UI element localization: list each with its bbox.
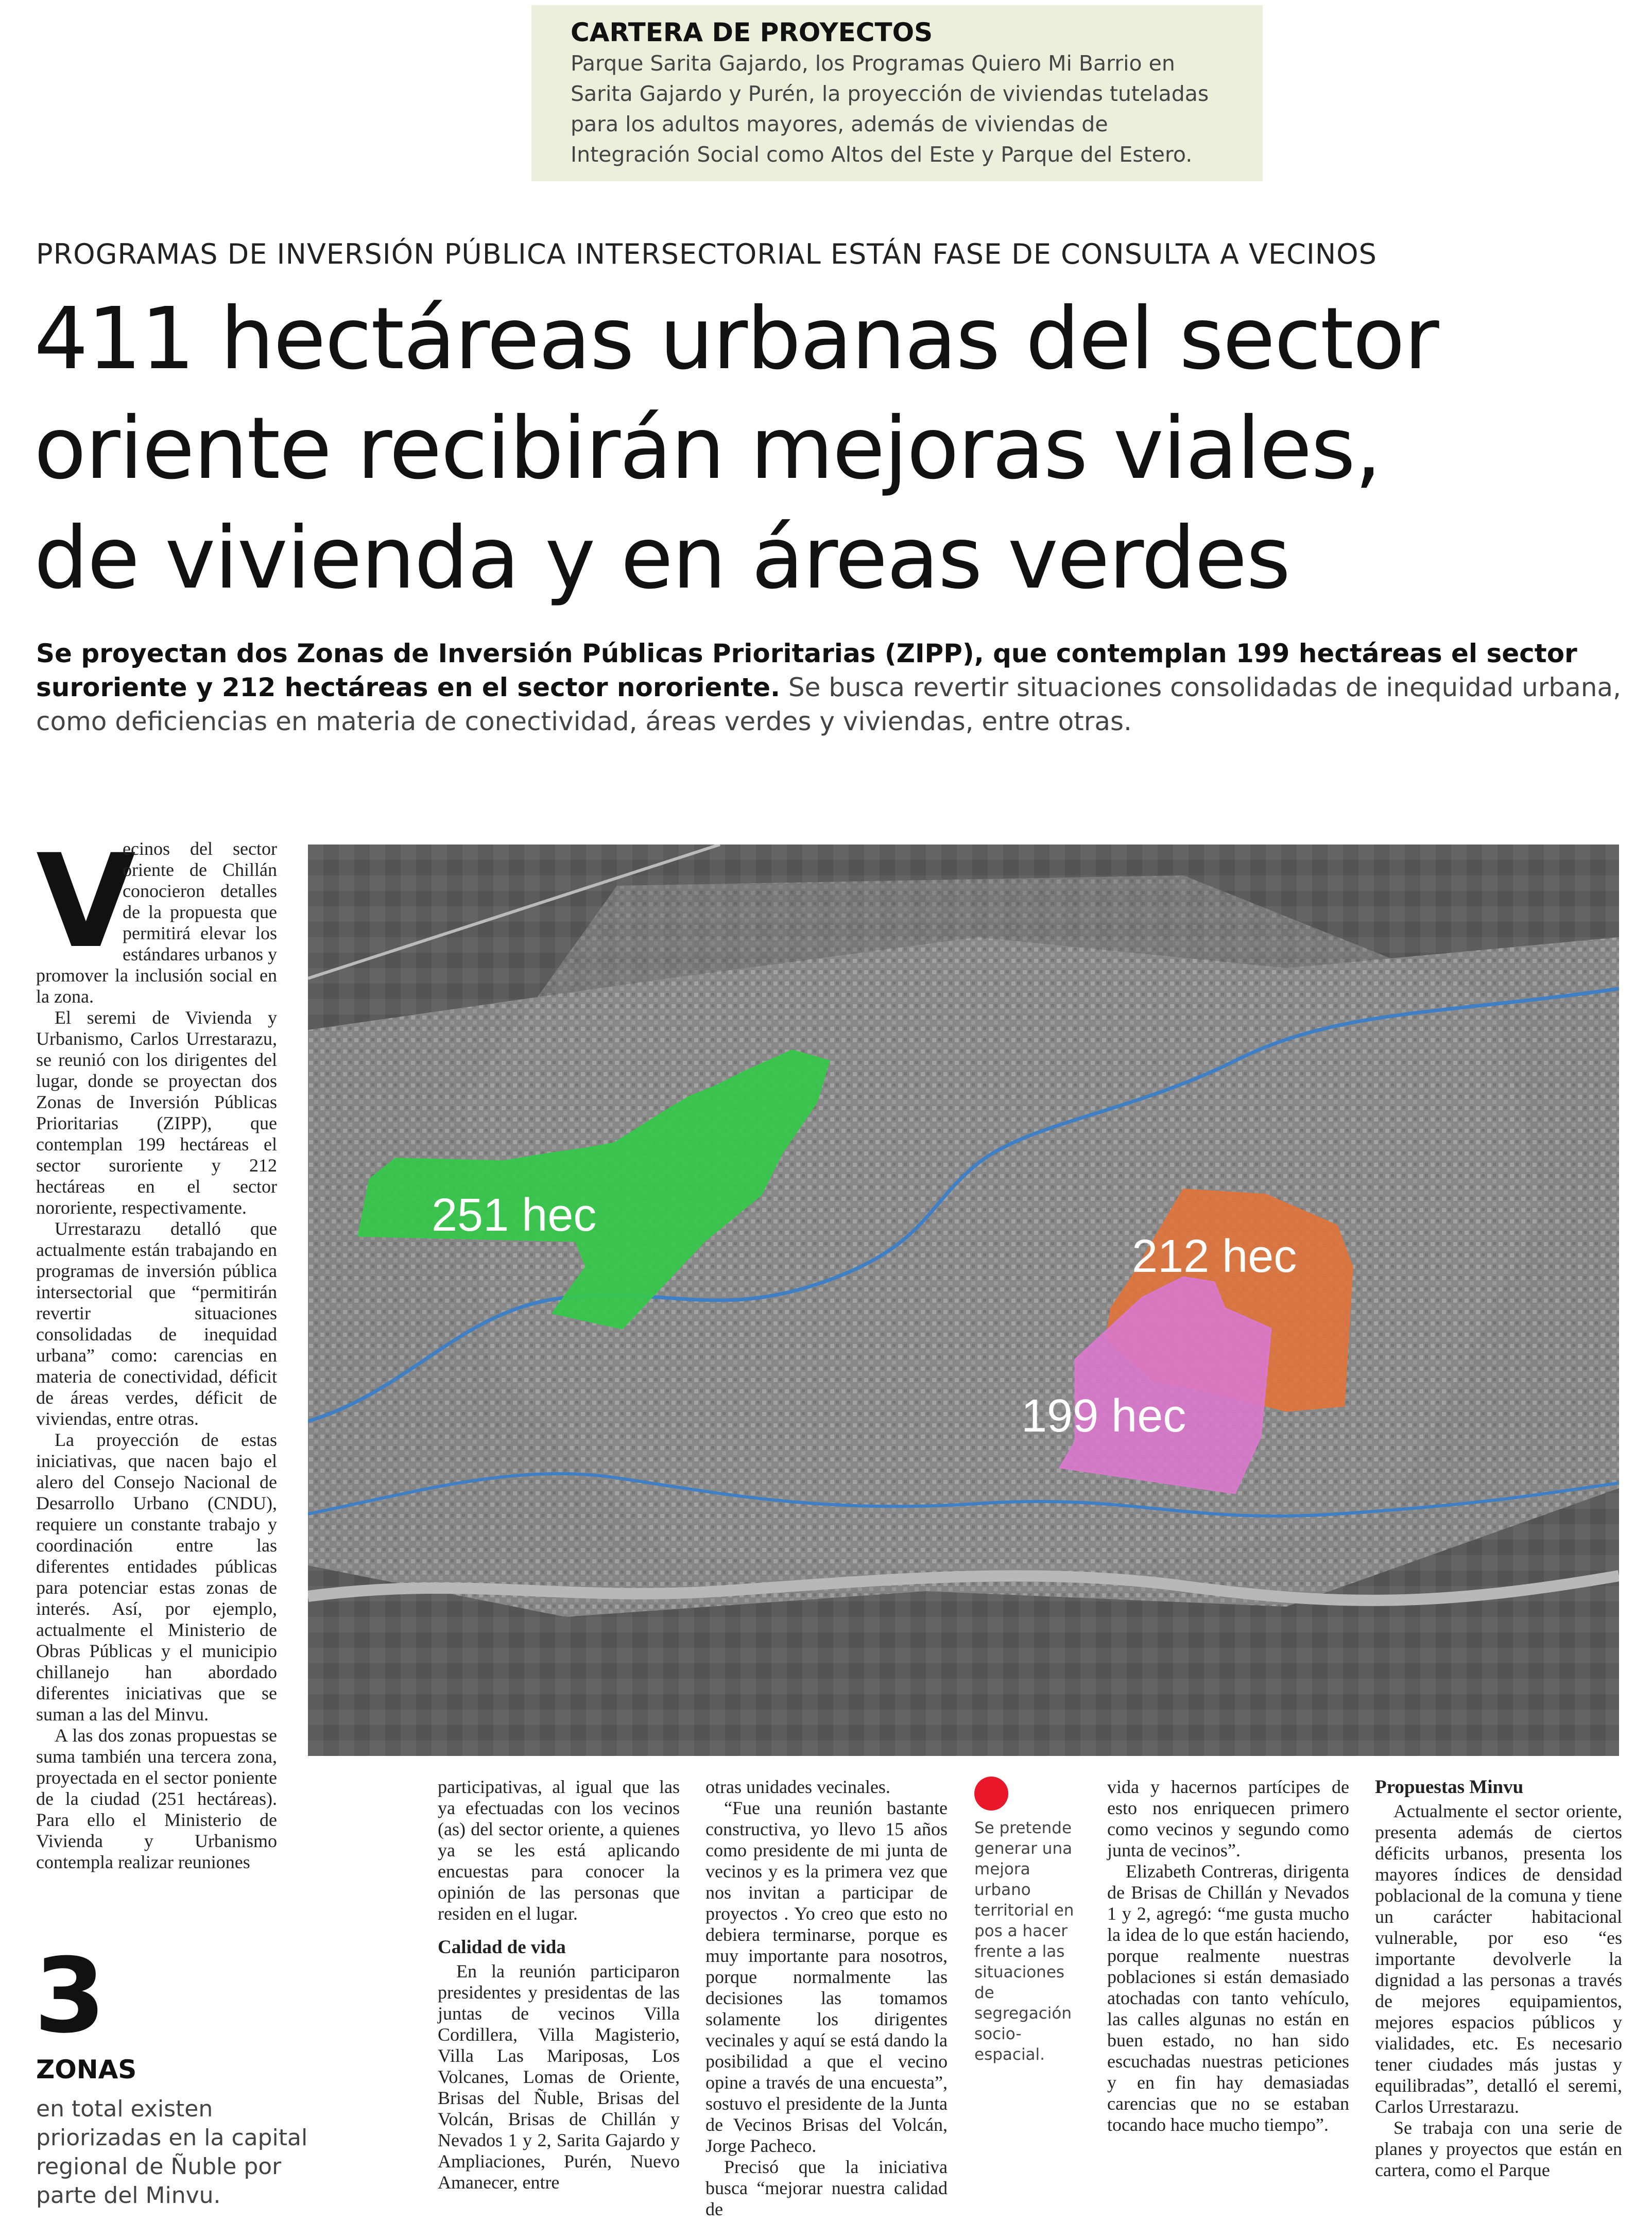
subheading-propuestas-minvu: Propuestas Minvu [1375,1777,1524,1798]
paragraph: participativas, al igual que las ya efectuadas con los vecinos (as) del sector oriente, a quienes ya se les está aplicando encuestas para conocer la opinión de las personas que residen en el lugar. [438,1777,680,1924]
stat-unit: ZONAS [36,2055,137,2084]
lead-paragraph [36,636,1622,738]
paragraph: “Fue una reunión bastante constructiva, yo llevo 15 años como presidente de mi junta de vecinos y es la primera vez que nos invitan a participar de proyectos . Yo creo que esto no debiera terminarse, porque es muy importante para nosotros, porque normalmente las decisiones las tomamos solamente los dirigentes vecinales y aquí se está dando la posibilidad a que el vecino opine a través de una encuesta”, sostuvo el presidente de la Junta de Vecinos Brisas del Volcán, Jorge Pacheco. [705,1798,948,2156]
article-column-6 [1375,1777,1622,2181]
paragraph: El seremi de Vivienda y Urbanismo, Carlos Urrestarazu, se reunió con los dirigentes del lugar, donde se proyectan dos Zonas de Inversión Públicas Prioritarias (ZIPP), que contemplan 199 hectáreas el sector suroriente y 212 hectáreas en el sector nororiente, respectivamente. [36,1007,277,1218]
stat-number: 3 [34,1936,106,2056]
paragraph: A las dos zonas propuestas se suma también una tercera zona, proyectada en el sector poniente de la ciudad (251 hectáreas). Para ello el Ministerio de Vivienda y Urbanismo contempla realizar reuniones [36,1725,277,1872]
paragraph: La proyección de estas iniciativas, que nacen bajo el alero del Consejo Nacional de Desarrollo Urbano (CNDU), requiere un constante trabajo y coordinación entre las diferentes entidades públicas para potenciar estas zonas de interés. Así, por ejemplo, actualmente el Ministerio de Obras Públicas y el municipio chillanejo han abordado diferentes iniciativas que se suman a las del Minvu. [36,1429,277,1725]
kicker: PROGRAMAS DE INVERSIÓN PÚBLICA INTERSECTORIAL ESTÁN FASE DE CONSULTA A VECINOS [36,238,1377,270]
paragraph: Elizabeth Contreras, dirigenta de Brisas de Chillán y Nevados 1 y 2, agregó: “me gusta mucho la idea de lo que están haciendo, porque realmente nuestras poblaciones si están demasiado atochadas con tanto vehículo, las calles algunas no están en buen estado, no han sido escuchadas nuestras peticiones y en fin hay demasiadas carencias que no se estaban tocando hace mucho tiempo”. [1107,1861,1349,2135]
lead-bold: Se proyectan dos Zonas de Inversión Públicas Prioritarias (ZIPP), que contemplan 199 hectáreas el sector suroriente y 212 hectáreas en el sector nororiente. [36,639,1577,702]
zones-map [308,845,1619,1756]
article-column-1 [36,826,277,1873]
drop-cap: V [36,826,136,976]
sidenote-text: Se pretende generar una mejora urbano territorial en pos a hacer frente a las situaciones de segregación socio-espacial. [974,1819,1074,2064]
article-column-2 [438,1777,680,2193]
paragraph: Urrestarazu detalló que actualmente están trabajando en programas de inversión pública intersectorial que “permitirán revertir situaciones consolidadas de inequidad urbana” como: carencias en materia de conectividad, déficit de áreas verdes, déficit de viviendas, entre otras. [36,1218,277,1429]
red-dot-icon [974,1777,1008,1811]
lead-rest: Se busca revertir situaciones consolidadas de inequidad urbana, como deficiencias en materia de conectividad, áreas verdes y viviendas, entre otras. [36,673,1621,736]
article-column-3 [705,1777,948,2220]
paragraph: En la reunión participaron presidentes y presidentas de las juntas de vecinos Villa Cordillera, Villa Magisterio, Villa Las Mariposas, Los Volcanes, Lomas de Oriente, Brisas del Ñuble, Brisas del Volcán, Brisas de Chillán y Nevados 1 y 2, Sarita Gajardo y Ampliaciones, Purén, Nuevo Amanecer, entre [438,1961,680,2193]
paragraph: ecinos del sector oriente de Chillán conocieron detalles de la propuesta que permitirá elevar los estándares urbanos y promover la inclusión social en la zona. [36,838,277,1007]
article-column-5 [1107,1777,1349,2135]
zones-map-graphic [308,845,1619,1756]
project-portfolio-body: Parque Sarita Gajardo, los Programas Quiero Mi Barrio en Sarita Gajardo y Purén, la proyección de viviendas tuteladas para los adultos mayores, además de viviendas de Integración Social como Altos del Este y Parque del Estero. [571,51,1209,167]
headline-line-1: 411 hectáreas urbanas del sector [34,289,1438,389]
stat-description: en total existen priorizadas en la capital regional de Ñuble por parte del Minvu. [36,2096,308,2209]
subheading-calidad-de-vida: Calidad de vida [438,1937,566,1958]
headline [34,284,1641,613]
paragraph: vida y hacernos partícipes de esto nos enriquecen primero como vecinos y segundo como junta de vecinos”. [1107,1777,1349,1860]
project-portfolio-title: CARTERA DE PROYECTOS [571,18,933,47]
drop-cap-space [36,838,123,957]
zone-label-199: 199 hec [1021,1390,1186,1442]
project-portfolio-box [531,5,1263,181]
paragraph: Actualmente el sector oriente, presenta además de ciertos déficits urbanos, presenta los mayores índices de densidad poblacional de la comuna y tiene un carácter habitacional vulnerable, por eso “es importante devolverle la dignidad a las personas a través de mejores equipamientos, mejores espacios públicos y vialidades, etc. Es necesario tener ciudades más justas y equilibradas”, detalló el seremi, Carlos Urrestarazu. [1375,1801,1622,2117]
headline-line-3: de vivienda y en áreas verdes [34,509,1290,608]
sidenote [974,1777,1083,2065]
paragraph: otras unidades vecinales. [705,1777,890,1797]
zone-label-251: 251 hec [432,1190,597,1241]
paragraph: Se trabaja con una serie de planes y proyectos que están en cartera, como el Parque [1375,2117,1622,2180]
paragraph: Precisó que la iniciativa busca “mejorar nuestra calidad de [705,2157,948,2219]
zone-label-212: 212 hec [1132,1231,1297,1282]
headline-line-2: oriente recibirán mejoras viales, [34,399,1381,498]
